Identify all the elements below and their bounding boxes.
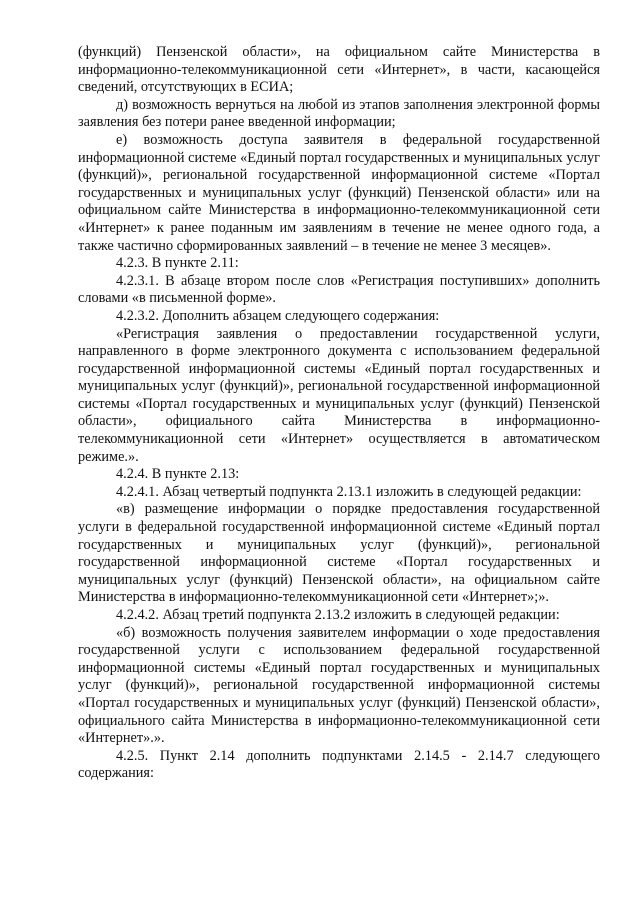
paragraph-4-2-3-2: 4.2.3.2. Дополнить абзацем следующего содержания: (116, 307, 440, 324)
paragraph-4-2-4: 4.2.4. В пункте 2.13: (116, 466, 240, 483)
paragraph-4-2-3-1: 4.2.3.1. В абзаце втором после слов «Регистрация поступивших» дополнить словами «в письменной форме». (78, 272, 600, 307)
paragraph-registration-quote: «Регистрация заявления о предоставлении государственной услуги, направленного в форме электронного документа с использованием федеральной государственной информационной системы «Единый портал государственных и муниципальных услуг (функций)», региональной государственной информационной системы «Портал государственных и муниципальных услуг (функций) Пензенской области», официального сайта Министерства в информационно-телекоммуникационной сети «Интернет» осуществляется в автоматическом режиме.». (78, 325, 600, 465)
paragraph-item-d: д) возможность вернуться на любой из этапов заполнения электронной формы заявления без потери ранее введенной информации; (78, 96, 600, 131)
paragraph-continuation: (функций) Пензенской области», на официальном сайте Министерства в информационно-телекоммуникационной сети «Интернет», в части, касающейся сведений, отсутствующих в ЕСИА; (78, 44, 600, 96)
paragraph-item-v-quote: «в) размещение информации о порядке предоставления государственной услуги в федеральной государственной информационной системе «Единый портал государственных и муниципальных услуг (функций)», региональной государственной информационной системе «Портал государственных и муниципальных услуг (функций) Пензенской области», на официальном сайте Министерства в информационно-телекоммуникационной сети «Интернет»;». (78, 501, 600, 606)
paragraph-4-2-5: 4.2.5. Пункт 2.14 дополнить подпунктами 2.14.5 - 2.14.7 следующего содержания: (78, 747, 600, 782)
paragraph-4-2-3: 4.2.3. В пункте 2.11: (116, 255, 239, 272)
paragraph-item-e: е) возможность доступа заявителя в федеральной государственной информационной системе «Единый портал государственных и муниципальных услуг (функций)», региональной государственной информационной системе «Портал государственных и муниципальных услуг (функций) Пензенской области» или на официальном сайте Министерства в информационно-телекоммуникационной сети «Интернет» к ранее поданным им заявлениям в течение не менее одного года, а также частично сформированных заявлений – в течение не менее 3 месяцев». (78, 131, 600, 254)
paragraph-4-2-4-2: 4.2.4.2. Абзац третий подпункта 2.13.2 изложить в следующей редакции: (116, 607, 560, 623)
paragraph-item-b-quote: «б) возможность получения заявителем информации о ходе предоставления государственной услуги с использованием федеральной государственной информационной системы «Единый портал государственных и муниципальных услуг (функций)», региональной государственной информационной системы «Портал государственных и муниципальных услуг (функций) Пензенской области», официального сайта Министерства в информационно-телекоммуникационной сети «Интернет».». (78, 624, 600, 747)
paragraph-4-2-4-1: 4.2.4.1. Абзац четвертый подпункта 2.13.1 изложить в следующей редакции: (116, 483, 582, 500)
